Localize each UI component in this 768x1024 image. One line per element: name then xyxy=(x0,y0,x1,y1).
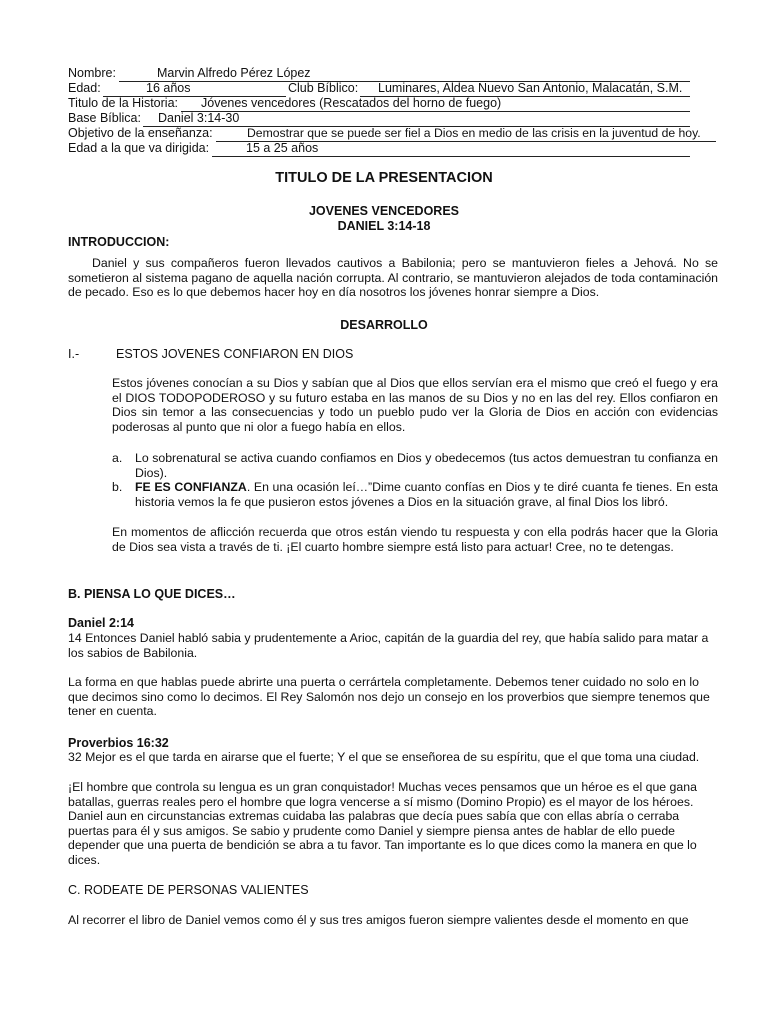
objetivo-label: Objetivo de la enseñanza: xyxy=(68,126,213,140)
proverbios-16-32-verse: 32 Mejor es el que tarda en airarse que el fuerte; Y el que se enseñorea de su espíritu, que el que toma una ciudad. xyxy=(68,750,700,764)
nombre-label: Nombre: xyxy=(68,66,116,80)
section-b-title: B. PIENSA LO QUE DICES… xyxy=(68,587,236,601)
section-b-paragraph2: ¡El hombre que controla su lengua es un gran conquistador! Muchas veces pensamos que un héroe es el que gana batallas, guerras reales pero el hombre que logra vencerse a sí mismo (Domino Propio) es el mayor de los héroes. Daniel aun en circunstancias extremas cuidaba las palabras que decía pues sabía que con ellas abría o cerraba puertas para él y sus amigos. Se sabio y prudente como Daniel y siempre piensa antes de hablar de ello puede depender que una puerta de bendición se abra a tu favor. Tan importante es lo que dices como la manera en que lo dices. xyxy=(68,780,697,867)
section-c-title: C. RODEATE DE PERSONAS VALIENTES xyxy=(68,883,309,897)
section-c-paragraph1: Al recorrer el libro de Daniel vemos como él y sus tres amigos fueron siempre valientes desde el momento en que xyxy=(68,913,689,927)
item-b-text xyxy=(135,480,718,509)
base-value: Daniel 3:14-30 xyxy=(158,111,240,125)
edad-value: 16 años xyxy=(146,81,191,95)
item-a-marker: a. xyxy=(112,451,123,465)
club-label: Club Bíblico: xyxy=(288,81,359,95)
edad-dirigida-label: Edad a la que va dirigida: xyxy=(68,141,210,155)
base-label: Base Bíblica: xyxy=(68,111,141,125)
item-b-bold: FE ES CONFIANZA xyxy=(135,480,247,494)
section-b-paragraph1: La forma en que hablas puede abrirte una puerta o cerrártela completamente. Debemos tener cuidado no solo en lo que decimos sino como lo decimos. El Rey Salomón nos dejo un consejo en los proverbios que siempre tenemos que tener en cuenta. xyxy=(68,675,710,719)
item-b-marker: b. xyxy=(112,480,123,494)
section1-paragraph2: En momentos de aflicción recuerda que otros están viendo tu respuesta y con ella podrás hacer que la Gloria de Dios sea vista a través de ti. ¡El cuarto hombre siempre está listo para actuar! Cree, no te detengas. xyxy=(112,525,718,554)
subtitle-jovenes: JOVENES VENCEDORES xyxy=(308,204,460,218)
edad-dirigida-underline xyxy=(212,156,690,157)
titulo-label: Titulo de la Historia: xyxy=(68,96,178,110)
club-value: Luminares, Aldea Nuevo San Antonio, Malacatán, S.M. xyxy=(378,81,683,95)
section1-number: I.- xyxy=(68,347,80,361)
objetivo-value: Demostrar que se puede ser fiel a Dios en medio de las crisis en la juventud de hoy. xyxy=(247,126,701,140)
presentation-title: TITULO DE LA PRESENTACION xyxy=(275,170,493,186)
intro-heading: INTRODUCCION: xyxy=(68,235,170,249)
edad-label: Edad: xyxy=(68,81,101,95)
edad-dirigida-value: 15 a 25 años xyxy=(246,141,319,155)
nombre-value: Marvin Alfredo Pérez López xyxy=(157,66,311,80)
intro-paragraph: Daniel y sus compañeros fueron llevados cautivos a Babilonia; pero se mantuvieron fieles a Jehová. No se sometieron al sistema pagano de aquella nación corrupta. Al contrario, se mantuvieron alejados de toda contaminación de pecado. Eso es lo que debemos hacer hoy en día nosotros los jóvenes honrar siempre a Dios. xyxy=(68,256,718,300)
titulo-underline xyxy=(181,111,690,112)
item-b-rest: . En una ocasión leí…”Dime cuanto confías en Dios y te diré cuanta fe tienes. En esta historia vemos la fe que pusieron estos jóvenes a Dios en la situación grave, al final Dios los libró. xyxy=(135,480,718,509)
proverbios-16-32-ref: Proverbios 16:32 xyxy=(68,736,169,750)
daniel-2-14-ref: Daniel 2:14 xyxy=(68,616,135,630)
subtitle-daniel: DANIEL 3:14-18 xyxy=(337,219,431,233)
item-a-text: Lo sobrenatural se activa cuando confiamos en Dios y obedecemos (tus actos demuestran tu confianza en Dios). xyxy=(135,451,718,480)
section1-title: ESTOS JOVENES CONFIARON EN DIOS xyxy=(116,347,354,361)
desarrollo-heading: DESARROLLO xyxy=(340,318,428,332)
section1-paragraph1: Estos jóvenes conocían a su Dios y sabían que al Dios que ellos servían era el mismo que creó el fuego y era el DIOS TODOPODEROSO y su futuro estaba en las manos de su Dios y no en las del rey. Ellos confiaron en Dios sin temor a las consecuencias y todo un pueblo pudo ver la Gloria de Dios en acción con evidencias poderosas al punto que ni olor a fuego había en ellos. xyxy=(112,376,718,434)
titulo-value: Jóvenes vencedores (Rescatados del horno de fuego) xyxy=(201,96,502,110)
daniel-2-14-verse: 14 Entonces Daniel habló sabia y prudentemente a Arioc, capitán de la guardia del rey, que había salido para matar a los sabios de Babilonia. xyxy=(68,631,709,660)
